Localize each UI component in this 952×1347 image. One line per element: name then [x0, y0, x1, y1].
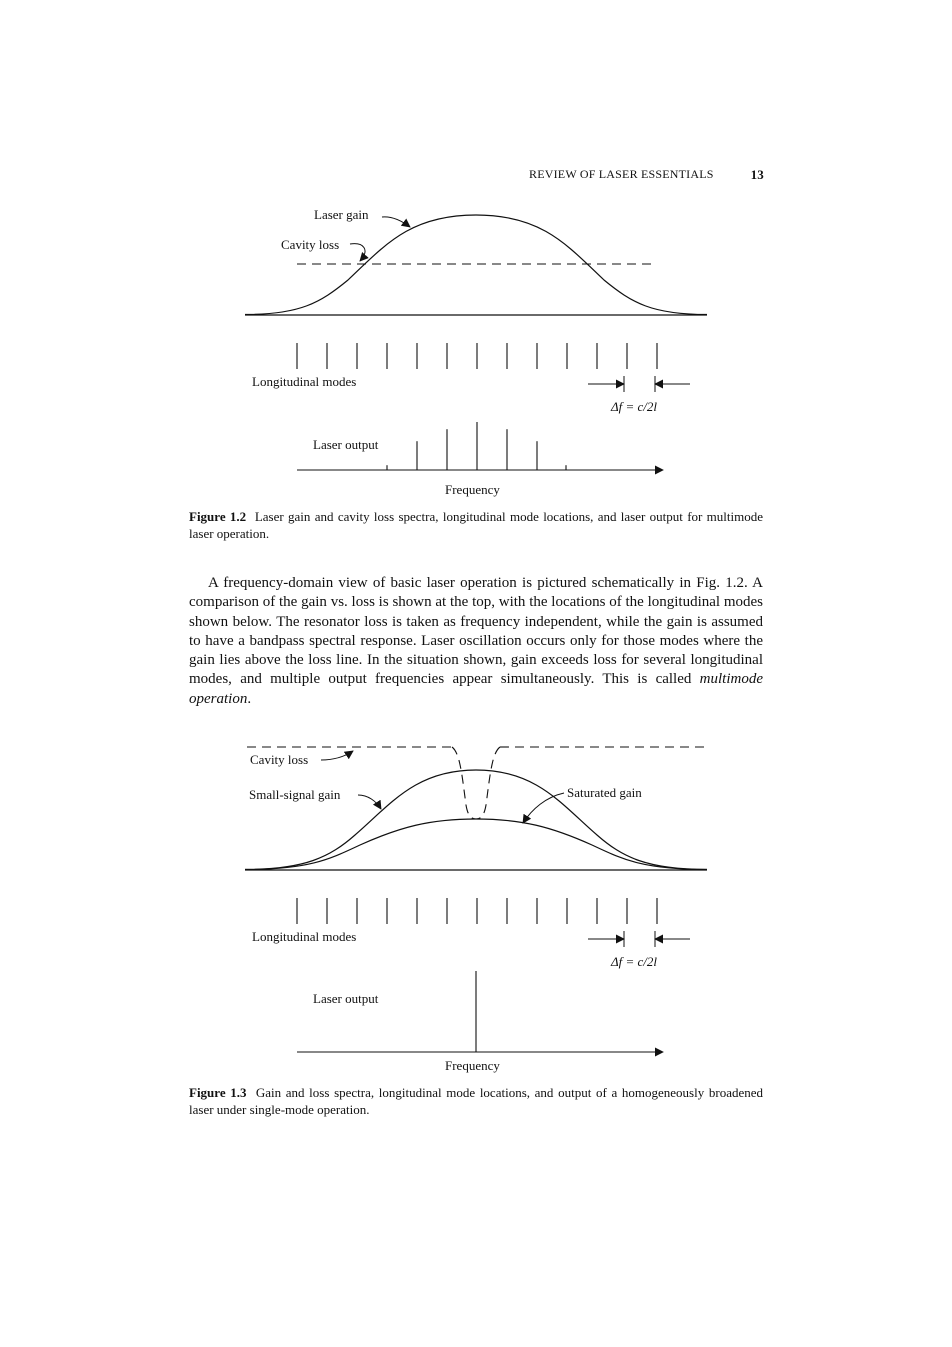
- cavity-loss-dip: [452, 747, 500, 819]
- laser-output-lines: [387, 422, 566, 470]
- cavity-loss-label: Cavity loss: [250, 752, 309, 767]
- laser-gain-label: Laser gain: [314, 207, 369, 222]
- body-paragraph: [189, 574, 763, 709]
- body-paragraph-text: A frequency-domain view of basic laser operation is pictured schematically in Fig. 1.2. A comparison of the gain vs. loss is shown at the top, with the locations of the longitudinal modes shown below. The resonator loss is taken as frequency independent, while the gain is assumed to have a bandpass spectral response. Laser oscillation occurs only for those modes where the gain lies above the loss line. In the situation shown, gain exceeds loss for several longitudinal modes, and multiple output frequencies appear simultaneously. This is called: [189, 575, 763, 688]
- small-signal-gain-label: Small-signal gain: [249, 787, 341, 802]
- cavity-loss-label: Cavity loss: [281, 237, 340, 252]
- figure-1-3: [0, 735, 952, 1077]
- mode-spacing-label: Δf = c/2l: [611, 954, 658, 969]
- laser-gain-curve: [245, 215, 707, 315]
- figure-1-3-caption-text: Gain and loss spectra, longitudinal mode locations, and output of a homogeneously broadened laser under single-mode operation.: [189, 1085, 764, 1117]
- saturated-gain-label: Saturated gain: [567, 785, 642, 800]
- figure-1-2-caption-text: Laser gain and cavity loss spectra, longitudinal mode locations, and laser output for multimode laser operation.: [189, 509, 764, 541]
- frequency-axis-label: Frequency: [445, 1058, 500, 1073]
- longitudinal-modes-label: Longitudinal modes: [252, 374, 357, 389]
- longitudinal-mode-ticks: [297, 343, 657, 369]
- cavity-loss-leader: [350, 244, 365, 261]
- figure-1-2: [0, 195, 952, 500]
- frequency-axis-label: Frequency: [445, 482, 500, 497]
- figure-1-2-caption: [189, 508, 763, 542]
- figure-1-3-caption: [189, 1084, 763, 1118]
- saturated-gain-curve: [245, 819, 707, 870]
- longitudinal-mode-ticks: [297, 898, 657, 924]
- page-number: 13: [750, 167, 764, 182]
- cavity-loss-leader: [321, 751, 353, 760]
- laser-output-label: Laser output: [313, 437, 379, 452]
- longitudinal-modes-label: Longitudinal modes: [252, 929, 357, 944]
- laser-gain-leader: [382, 217, 410, 227]
- body-paragraph-emphasis: multimode operation: [189, 671, 763, 707]
- figure-1-2-number: Figure 1.2: [189, 509, 247, 524]
- mode-spacing-label: Δf = c/2l: [611, 399, 658, 414]
- figure-1-3-number: Figure 1.3: [189, 1085, 247, 1100]
- small-signal-gain-leader: [358, 795, 381, 809]
- body-paragraph-end: .: [247, 690, 252, 707]
- saturated-gain-leader: [523, 793, 564, 823]
- laser-output-label: Laser output: [313, 991, 379, 1006]
- running-head-title: REVIEW OF LASER ESSENTIALS: [529, 167, 714, 181]
- running-head: [529, 167, 764, 182]
